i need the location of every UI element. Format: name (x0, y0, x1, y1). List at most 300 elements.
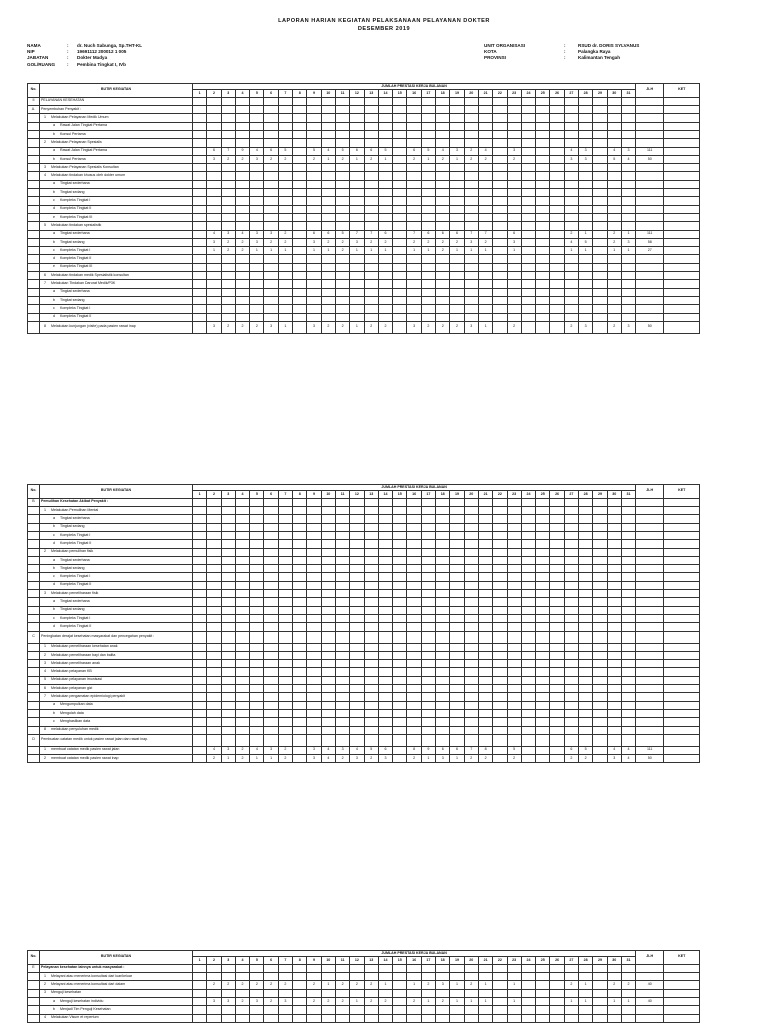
day-cell: 2 (436, 155, 450, 163)
item-text: Tingkat sedang (60, 239, 85, 244)
header-day: 4 (235, 491, 249, 499)
day-cell (193, 172, 207, 180)
day-cell (564, 97, 578, 105)
jlh-cell: 40 (636, 981, 664, 989)
day-cell (193, 1014, 207, 1022)
day-cell (421, 296, 435, 304)
day-cell (307, 97, 321, 105)
day-cell (364, 263, 378, 271)
day-cell (321, 122, 335, 130)
row-no (28, 643, 40, 651)
day-cell: 3 (221, 997, 235, 1005)
row-activity (40, 313, 193, 321)
day-cell (235, 531, 249, 539)
day-cell (607, 1006, 621, 1014)
day-cell (364, 106, 378, 114)
header-day: 1 (193, 491, 207, 499)
day-cell (421, 523, 435, 531)
day-cell (450, 498, 464, 506)
day-cell (593, 556, 607, 564)
day-cell (235, 614, 249, 622)
day-cell (436, 97, 450, 105)
day-cell (493, 313, 507, 321)
day-cell (464, 973, 478, 981)
row-activity (40, 614, 193, 622)
row-no (28, 230, 40, 238)
item-number: a (53, 557, 55, 562)
day-cell (579, 114, 593, 122)
day-cell (207, 556, 221, 564)
day-cell (264, 606, 278, 614)
day-cell (436, 189, 450, 197)
day-cell (493, 997, 507, 1005)
row-no (28, 614, 40, 622)
day-cell (621, 685, 635, 693)
day-cell (493, 272, 507, 280)
day-cell (350, 114, 364, 122)
day-cell (621, 139, 635, 147)
day-cell: 2 (364, 981, 378, 989)
day-cell (364, 623, 378, 631)
day-cell (393, 606, 407, 614)
day-cell: 2 (335, 321, 349, 333)
row-no (28, 997, 40, 1005)
day-cell (193, 97, 207, 105)
ket-cell (664, 130, 700, 138)
jlh-cell: 40 (636, 997, 664, 1005)
item-text: Melakukan Visum et repertum (51, 1015, 99, 1020)
day-cell (593, 531, 607, 539)
day-cell (436, 734, 450, 746)
item-text: Tingkat sedang (60, 524, 85, 529)
day-cell (593, 590, 607, 598)
day-cell: 3 (564, 155, 578, 163)
day-cell (364, 197, 378, 205)
day-cell (307, 556, 321, 564)
day-cell (407, 685, 421, 693)
day-cell: 3 (250, 238, 264, 246)
day-cell (607, 122, 621, 130)
day-cell (507, 213, 521, 221)
item-number: 4 (44, 173, 46, 178)
day-cell (364, 313, 378, 321)
day-cell (450, 643, 464, 651)
day-cell (607, 189, 621, 197)
ket-cell (664, 263, 700, 271)
row-no (28, 197, 40, 205)
day-cell (364, 280, 378, 288)
day-cell (421, 973, 435, 981)
day-cell (550, 164, 564, 172)
header-jlh: JLH (636, 951, 664, 965)
day-cell (421, 540, 435, 548)
day-cell (507, 1006, 521, 1014)
day-cell (536, 755, 550, 763)
row-no (28, 755, 40, 763)
day-cell (207, 565, 221, 573)
day-cell: 1 (378, 155, 392, 163)
day-cell (235, 676, 249, 684)
day-cell (221, 651, 235, 659)
day-cell (536, 726, 550, 734)
day-cell (307, 106, 321, 114)
day-cell (235, 189, 249, 197)
day-cell (464, 676, 478, 684)
day-cell (350, 139, 364, 147)
row-no (28, 651, 40, 659)
identity-colon: : (67, 55, 69, 61)
day-cell: 3 (250, 997, 264, 1005)
day-cell (378, 122, 392, 130)
header-day: 31 (621, 491, 635, 499)
row-activity (40, 997, 193, 1005)
day-cell (507, 556, 521, 564)
row-activity (40, 288, 193, 296)
day-cell (264, 590, 278, 598)
item-number: 1 (44, 507, 46, 512)
day-cell (350, 651, 364, 659)
day-cell (278, 668, 292, 676)
day-cell (436, 205, 450, 213)
day-cell (436, 172, 450, 180)
day-cell (278, 973, 292, 981)
day-cell (550, 507, 564, 515)
day-cell (536, 606, 550, 614)
row-activity (40, 726, 193, 734)
day-cell (607, 685, 621, 693)
day-cell (407, 556, 421, 564)
day-cell: 1 (407, 981, 421, 989)
header-day: 14 (378, 90, 392, 98)
day-cell (621, 272, 635, 280)
day-cell: 1 (321, 981, 335, 989)
day-cell: 2 (436, 238, 450, 246)
day-cell (421, 668, 435, 676)
day-cell (321, 631, 335, 643)
ket-cell (664, 676, 700, 684)
section-title: Pelayanan kesehatan lainnya untuk masyarakat : (41, 965, 125, 970)
header-day: 28 (579, 491, 593, 499)
day-cell: 2 (335, 755, 349, 763)
row-no (28, 660, 40, 668)
day-cell (450, 515, 464, 523)
day-cell (407, 1014, 421, 1022)
day-cell (307, 130, 321, 138)
day-cell (307, 709, 321, 717)
day-cell (593, 255, 607, 263)
day-cell: 7 (407, 230, 421, 238)
day-cell (521, 606, 535, 614)
row-activity (40, 515, 193, 523)
day-cell (436, 523, 450, 531)
day-cell (507, 313, 521, 321)
ket-cell (664, 213, 700, 221)
day-cell (307, 581, 321, 589)
day-cell (350, 280, 364, 288)
day-cell (464, 288, 478, 296)
day-cell (393, 147, 407, 155)
day-cell (621, 507, 635, 515)
ket-cell (664, 997, 700, 1005)
day-cell (521, 172, 535, 180)
item-number: 1 (44, 747, 46, 752)
day-cell: 3 (207, 321, 221, 333)
jlh-cell: 58 (636, 238, 664, 246)
day-cell (407, 548, 421, 556)
item-number: c (53, 305, 55, 310)
day-cell (536, 313, 550, 321)
day-cell (378, 581, 392, 589)
day-cell (193, 507, 207, 515)
day-cell: 1 (321, 247, 335, 255)
row-activity (40, 147, 193, 155)
day-cell (607, 180, 621, 188)
table-row (28, 114, 700, 122)
day-cell (364, 598, 378, 606)
day-cell (407, 313, 421, 321)
day-cell (278, 498, 292, 506)
table-row (28, 981, 700, 989)
day-cell (378, 296, 392, 304)
row-no (28, 247, 40, 255)
ket-cell (664, 272, 700, 280)
day-cell: 2 (407, 997, 421, 1005)
day-cell (235, 606, 249, 614)
day-cell (464, 205, 478, 213)
day-cell (393, 709, 407, 717)
row-activity (40, 238, 193, 246)
day-cell (264, 531, 278, 539)
item-number: c (53, 574, 55, 579)
item-text: Kompleks Tingkat II (60, 582, 92, 587)
day-cell (278, 614, 292, 622)
day-cell (593, 643, 607, 651)
day-cell (421, 614, 435, 622)
day-cell (393, 755, 407, 763)
table-row (28, 147, 700, 155)
day-cell (364, 718, 378, 726)
day-cell (335, 296, 349, 304)
day-cell (478, 964, 492, 972)
day-cell (507, 651, 521, 659)
day-cell: 1 (450, 155, 464, 163)
day-cell (335, 718, 349, 726)
day-cell (221, 106, 235, 114)
header-ket: KET (664, 84, 700, 98)
day-cell (436, 515, 450, 523)
day-cell (536, 172, 550, 180)
day-cell (350, 507, 364, 515)
jlh-cell (636, 1006, 664, 1014)
identity-colon: : (564, 43, 566, 48)
day-cell (364, 685, 378, 693)
day-cell: 1 (264, 755, 278, 763)
day-cell: 5 (421, 147, 435, 155)
day-cell (264, 734, 278, 746)
day-cell (478, 631, 492, 643)
day-cell (493, 631, 507, 643)
day-cell (493, 280, 507, 288)
day-cell (536, 230, 550, 238)
day-cell (407, 97, 421, 105)
day-cell (335, 1006, 349, 1014)
day-cell (393, 548, 407, 556)
row-activity (40, 540, 193, 548)
day-cell: 2 (378, 321, 392, 333)
item-text: Mengumpulkan data (60, 702, 93, 707)
day-cell (321, 718, 335, 726)
day-cell (393, 97, 407, 105)
item-number: 7 (44, 694, 46, 698)
jlh-cell (636, 296, 664, 304)
day-cell (421, 305, 435, 313)
day-cell (564, 606, 578, 614)
day-cell (536, 122, 550, 130)
day-cell (464, 614, 478, 622)
day-cell (293, 213, 307, 221)
day-cell (193, 701, 207, 709)
day-cell: 3 (621, 147, 635, 155)
day-cell (579, 523, 593, 531)
day-cell (593, 189, 607, 197)
identity-colon: : (564, 49, 566, 55)
identity-value: 19691112 200012 1 005 (77, 49, 127, 55)
day-cell (421, 726, 435, 734)
day-cell (250, 296, 264, 304)
day-cell (464, 581, 478, 589)
day-cell (350, 97, 364, 105)
day-cell (421, 964, 435, 972)
day-cell: 2 (307, 981, 321, 989)
day-cell: 2 (364, 997, 378, 1005)
day-cell (307, 668, 321, 676)
day-cell (507, 973, 521, 981)
day-cell (607, 631, 621, 643)
ket-cell (664, 606, 700, 614)
day-cell (421, 114, 435, 122)
identity-colon: : (67, 49, 69, 55)
day-cell (407, 598, 421, 606)
day-cell (607, 498, 621, 506)
item-text: Kompleks Tingkat I (60, 574, 91, 579)
header-day: 16 (407, 491, 421, 499)
day-cell (321, 531, 335, 539)
day-cell (335, 685, 349, 693)
day-cell (450, 263, 464, 271)
day-cell: 2 (250, 321, 264, 333)
day-cell: 4 (350, 746, 364, 754)
day-cell (593, 693, 607, 701)
day-cell (521, 507, 535, 515)
day-cell (593, 498, 607, 506)
day-cell: 2 (278, 746, 292, 754)
day-cell (421, 693, 435, 701)
day-cell: 2 (321, 321, 335, 333)
table-row (28, 964, 700, 972)
day-cell (564, 989, 578, 997)
day-cell (478, 1014, 492, 1022)
day-cell (393, 676, 407, 684)
table-row (28, 189, 700, 197)
day-cell (493, 964, 507, 972)
header-day: 23 (507, 957, 521, 965)
day-cell (421, 498, 435, 506)
day-cell (250, 606, 264, 614)
day-cell (193, 573, 207, 581)
day-cell (521, 155, 535, 163)
day-cell (507, 531, 521, 539)
day-cell (293, 693, 307, 701)
day-cell (193, 565, 207, 573)
item-text: melakukan penyuluhan medik (51, 727, 99, 732)
day-cell: 2 (436, 997, 450, 1005)
day-cell (393, 238, 407, 246)
item-number: b (53, 156, 55, 161)
day-cell (393, 205, 407, 213)
day-cell (278, 726, 292, 734)
day-cell (607, 676, 621, 684)
day-cell (550, 172, 564, 180)
day-cell (621, 197, 635, 205)
day-cell (193, 288, 207, 296)
day-cell (593, 280, 607, 288)
day-cell (393, 172, 407, 180)
day-cell (278, 97, 292, 105)
day-cell (250, 139, 264, 147)
item-number: 3 (44, 660, 46, 665)
day-cell (264, 164, 278, 172)
day-cell (550, 964, 564, 972)
day-cell (550, 565, 564, 573)
day-cell (364, 693, 378, 701)
day-cell (364, 614, 378, 622)
day-cell: 3 (207, 155, 221, 163)
item-text: Konsul Pertama (60, 131, 86, 136)
day-cell (321, 222, 335, 230)
day-cell (450, 114, 464, 122)
item-number: 3 (44, 164, 46, 169)
day-cell (478, 590, 492, 598)
day-cell (221, 734, 235, 746)
jlh-cell (636, 172, 664, 180)
day-cell (421, 734, 435, 746)
day-cell (321, 272, 335, 280)
day-cell (278, 693, 292, 701)
day-cell (450, 964, 464, 972)
header-day: 21 (478, 491, 492, 499)
day-cell (235, 139, 249, 147)
day-cell (579, 685, 593, 693)
row-no (28, 989, 40, 997)
day-cell (521, 598, 535, 606)
day-cell (307, 590, 321, 598)
day-cell: 4 (207, 746, 221, 754)
day-cell (235, 668, 249, 676)
day-cell (407, 668, 421, 676)
day-cell (221, 565, 235, 573)
day-cell (278, 651, 292, 659)
header-day: 13 (364, 957, 378, 965)
day-cell (193, 709, 207, 717)
day-cell (221, 614, 235, 622)
day-cell (621, 606, 635, 614)
day-cell (235, 734, 249, 746)
day-cell (407, 989, 421, 997)
day-cell (507, 288, 521, 296)
day-cell (207, 180, 221, 188)
day-cell (393, 321, 407, 333)
day-cell (550, 155, 564, 163)
